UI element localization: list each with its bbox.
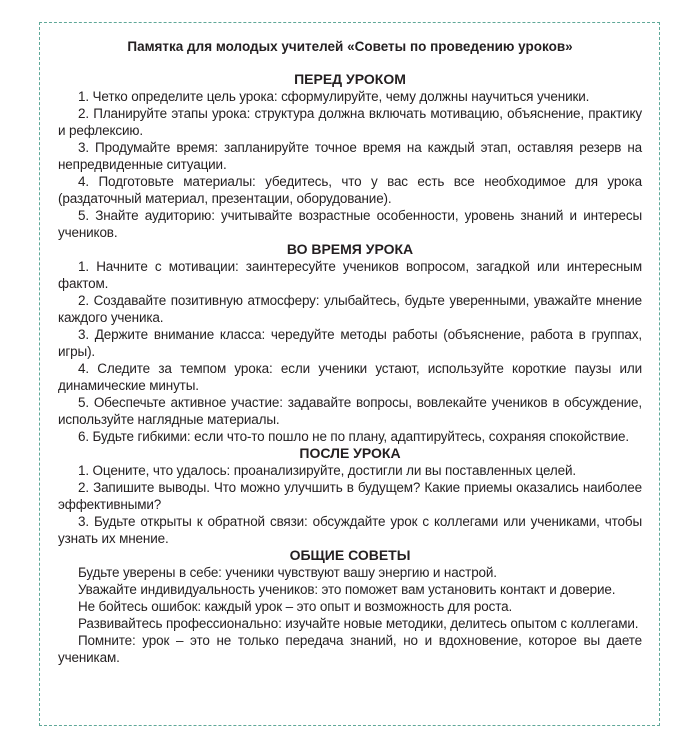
list-item: 2. Запишите выводы. Что можно улучшить в будущем? Какие приемы оказались наиболее эффективными? — [58, 480, 642, 512]
section-heading: ВО ВРЕМЯ УРОКА — [286, 241, 414, 257]
list-item: 3. Будьте открыты к обратной связи: обсуждайте урок с коллегами или учениками, чтобы узнать их мнение. — [58, 514, 642, 546]
list-item: 2. Планируйте этапы урока: структура должна включать мотивацию, объяснение, практику и рефлексию. — [58, 106, 642, 138]
document-title: Памятка для молодых учителей «Советы по проведению уроков» — [127, 39, 573, 54]
list-item: 4. Следите за темпом урока: если ученики устают, используйте короткие паузы или динамические минуты. — [58, 361, 642, 393]
list-item: Не бойтесь ошибок: каждый урок – это опыт и возможность для роста. — [78, 599, 513, 614]
list-item: 1. Четко определите цель урока: сформулируйте, чему должны научиться ученики. — [78, 89, 590, 104]
list-item: 1. Начните с мотивации: заинтересуйте учеников вопросом, загадкой или интересным фактом. — [58, 259, 642, 291]
list-item: 4. Подготовьте материалы: убедитесь, что у вас есть все необходимое для урока (раздаточный материал, презентации, оборудование). — [58, 174, 642, 206]
section-heading: ПОСЛЕ УРОКА — [299, 445, 401, 461]
list-item: 5. Знайте аудиторию: учитывайте возрастные особенности, уровень знаний и интересы учеников. — [58, 208, 642, 240]
section-before-lesson — [58, 71, 642, 241]
list-item: Уважайте индивидуальность учеников: это поможет вам установить контакт и доверие. — [78, 582, 616, 597]
list-item: 3. Продумайте время: запланируйте точное время на каждый этап, оставляя резерв на непредвиденные ситуации. — [58, 140, 642, 172]
section-after-lesson — [58, 445, 642, 547]
section-heading: ОБЩИЕ СОВЕТЫ — [289, 547, 411, 563]
list-item: 1. Оцените, что удалось: проанализируйте, достигли ли вы поставленных целей. — [78, 463, 576, 478]
list-item: 6. Будьте гибкими: если что-то пошло не по плану, адаптируйтесь, сохраняя спокойствие. — [78, 429, 629, 444]
section-during-lesson — [58, 241, 642, 445]
memo-content — [58, 38, 642, 666]
section-general-tips — [58, 547, 642, 666]
list-item: Развивайтесь профессионально: изучайте новые методики, делитесь опытом с коллегами. — [78, 616, 639, 631]
section-heading: ПЕРЕД УРОКОМ — [294, 71, 406, 87]
list-item: 5. Обеспечьте активное участие: задавайте вопросы, вовлекайте учеников в обсуждение, используйте наглядные материалы. — [58, 395, 642, 427]
list-item: Будьте уверены в себе: ученики чувствуют вашу энергию и настрой. — [78, 565, 497, 580]
list-item: 2. Создавайте позитивную атмосферу: улыбайтесь, будьте уверенными, уважайте мнение каждого ученика. — [58, 293, 642, 325]
list-item: Помните: урок – это не только передача знаний, но и вдохновение, которое вы даете ученикам. — [58, 633, 642, 665]
list-item: 3. Держите внимание класса: чередуйте методы работы (объяснение, работа в группах, игры). — [58, 327, 642, 359]
